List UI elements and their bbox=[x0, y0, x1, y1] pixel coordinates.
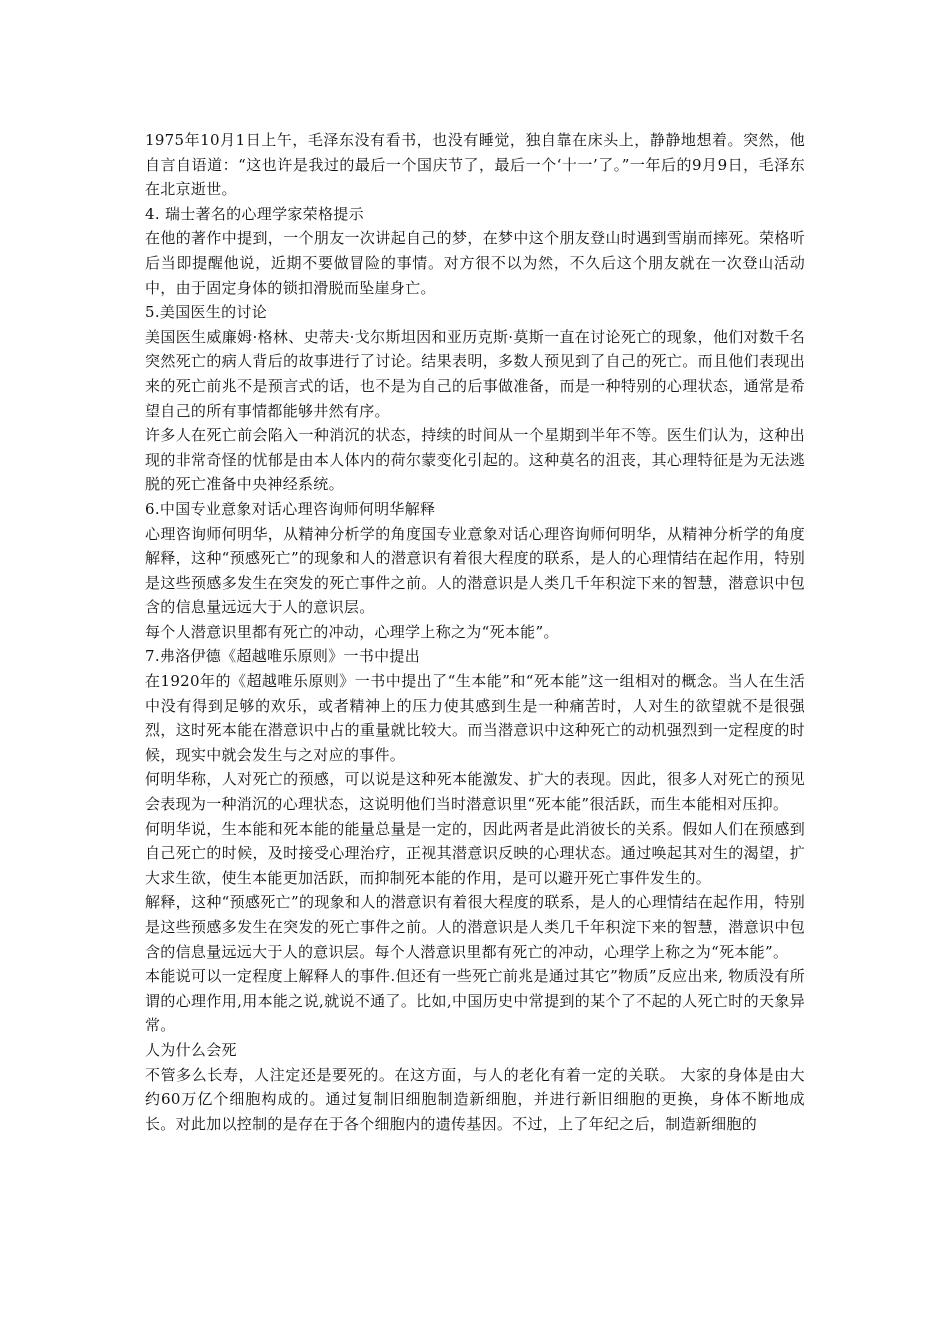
paragraph-us-doctors-study: 美国医生威廉姆·格林、史蒂夫·戈尔斯坦因和亚历克斯·莫斯一直在讨论死亡的现象，他们对数千名突然死亡的病人背后的故事进行了讨论。结果表明，多数人预见到了自己的死亡。而且他们表现出来的死亡前兆不是预言式的话，也不是为自己的后事做准备，而是一种特别的心理状态，通常是希望自己的所有事情都能够井然有序。 bbox=[145, 327, 805, 420]
heading-freud: 7.弗洛伊德《超越唯乐原则》一书中提出 bbox=[145, 647, 421, 666]
paragraph-explanation-repeat: 解释，这种“预感死亡”的现象和人的潜意识有着很大程度的联系，是人的心理情结在起作用，特别是这些预感多发生在突发的死亡事件之前。人的潜意识是人类几千年积淀下来的智慧，潜意识中包含的信息量远远大于人的意识层。每个人潜意识里都有死亡的冲动，心理学上称之为“死本能”。 bbox=[145, 893, 805, 961]
paragraph-freud-concepts: 在1920年的《超越唯乐原则》一书中提出了“生本能”和“死本能”这一组相对的概念。当人在生活中没有得到足够的欢乐，或者精神上的压力使其感到生是一种痛苦时，人对生的欲望就不是很强烈，这时死本能在潜意识中占的重量就比较大。而当潜意识中这种死亡的动机强烈到一定程度的时候，现实中就会发生与之对应的事件。 bbox=[145, 672, 805, 764]
heading-us-doctors: 5.美国医生的讨论 bbox=[145, 303, 268, 322]
paragraph-aging-cells: 不管多么长寿，人注定还是要死的。在这方面，与人的老化有着一定的关联。 大家的身体是由大约60万亿个细胞构成的。通过复制旧细胞制造新细胞，并进行新旧细胞的更换，身体不断地成长。对此加以控制的是存在于各个细胞内的遗传基因。不过，上了年纪之后，制造新细胞的 bbox=[145, 1065, 805, 1133]
paragraph-instinct-limits: 本能说可以一定程度上解释人的事件.但还有一些死亡前兆是通过其它”物质”反应出来, 物质没有所谓的心理作用,用本能之说,就说不通了。比如,中国历史中常提到的某个了不起的人死亡时的天象异常。 bbox=[145, 967, 805, 1035]
paragraph-instinct-balance: 何明华说，生本能和死本能的能量总量是一定的，因此两者是此消彼长的关系。假如人们在预感到自己死亡的时候，及时接受心理治疗，正视其潜意识反映的心理状态。通过唤起其对生的渴望，扩大求生欲，使生本能更加活跃，而抑制死本能的作用，是可以避开死亡事件发生的。 bbox=[145, 819, 805, 887]
paragraph-jung-dream: 在他的著作中提到，一个朋友一次讲起自己的梦，在梦中这个朋友登山时遇到雪崩而摔死。荣格听后当即提醒他说，近期不要做冒险的事情。对方很不以为然，不久后这个朋友就在一次登山活动中，由于固定身体的锁扣滑脱而坠崖身亡。 bbox=[145, 229, 805, 297]
paragraph-death-instinct: 每个人潜意识里都有死亡的冲动，心理学上称之为“死本能”。 bbox=[145, 622, 559, 641]
paragraph-mao-national-day: 1975年10月1日上午，毛泽东没有看书，也没有睡觉，独自靠在床头上，静静地想着。突然，他自言自语道：“这也许是我过的最后一个国庆节了，最后一个‘十一’了。”一年后的9月9日，毛泽东在北京逝世。 bbox=[145, 131, 805, 199]
heading-why-people-die: 人为什么会死 bbox=[145, 1040, 237, 1059]
heading-he-minghua: 6.中国专业意象对话心理咨询师何明华解释 bbox=[145, 499, 436, 518]
document-page bbox=[145, 128, 805, 1136]
paragraph-premonition: 何明华称，人对死亡的预感，可以说是这种死本能激发、扩大的表现。因此，很多人对死亡的预见会表现为一种消沉的心理状态，这说明他们当时潜意识里“死本能”很活跃，而生本能相对压抑。 bbox=[145, 770, 805, 814]
heading-jung: 4. 瑞士著名的心理学家荣格提示 bbox=[145, 204, 364, 223]
paragraph-subconscious-explanation: 心理咨询师何明华，从精神分析学的角度国专业意象对话心理咨询师何明华，从精神分析学的角度解释，这种“预感死亡”的现象和人的潜意识有着很大程度的联系，是人的心理情结在起作用，特别是这些预感多发生在突发的死亡事件之前。人的潜意识是人类几千年积淀下来的智慧，潜意识中包含的信息量远远大于人的意识层。 bbox=[145, 524, 805, 617]
paragraph-depression-before-death: 许多人在死亡前会陷入一种消沉的状态，持续的时间从一个星期到半年不等。医生们认为，这种出现的非常奇怪的忧郁是由本人体内的荷尔蒙变化引起的。这种莫名的沮丧，其心理特征是为无法逃脱的死亡准备中央神经系统。 bbox=[145, 426, 805, 494]
